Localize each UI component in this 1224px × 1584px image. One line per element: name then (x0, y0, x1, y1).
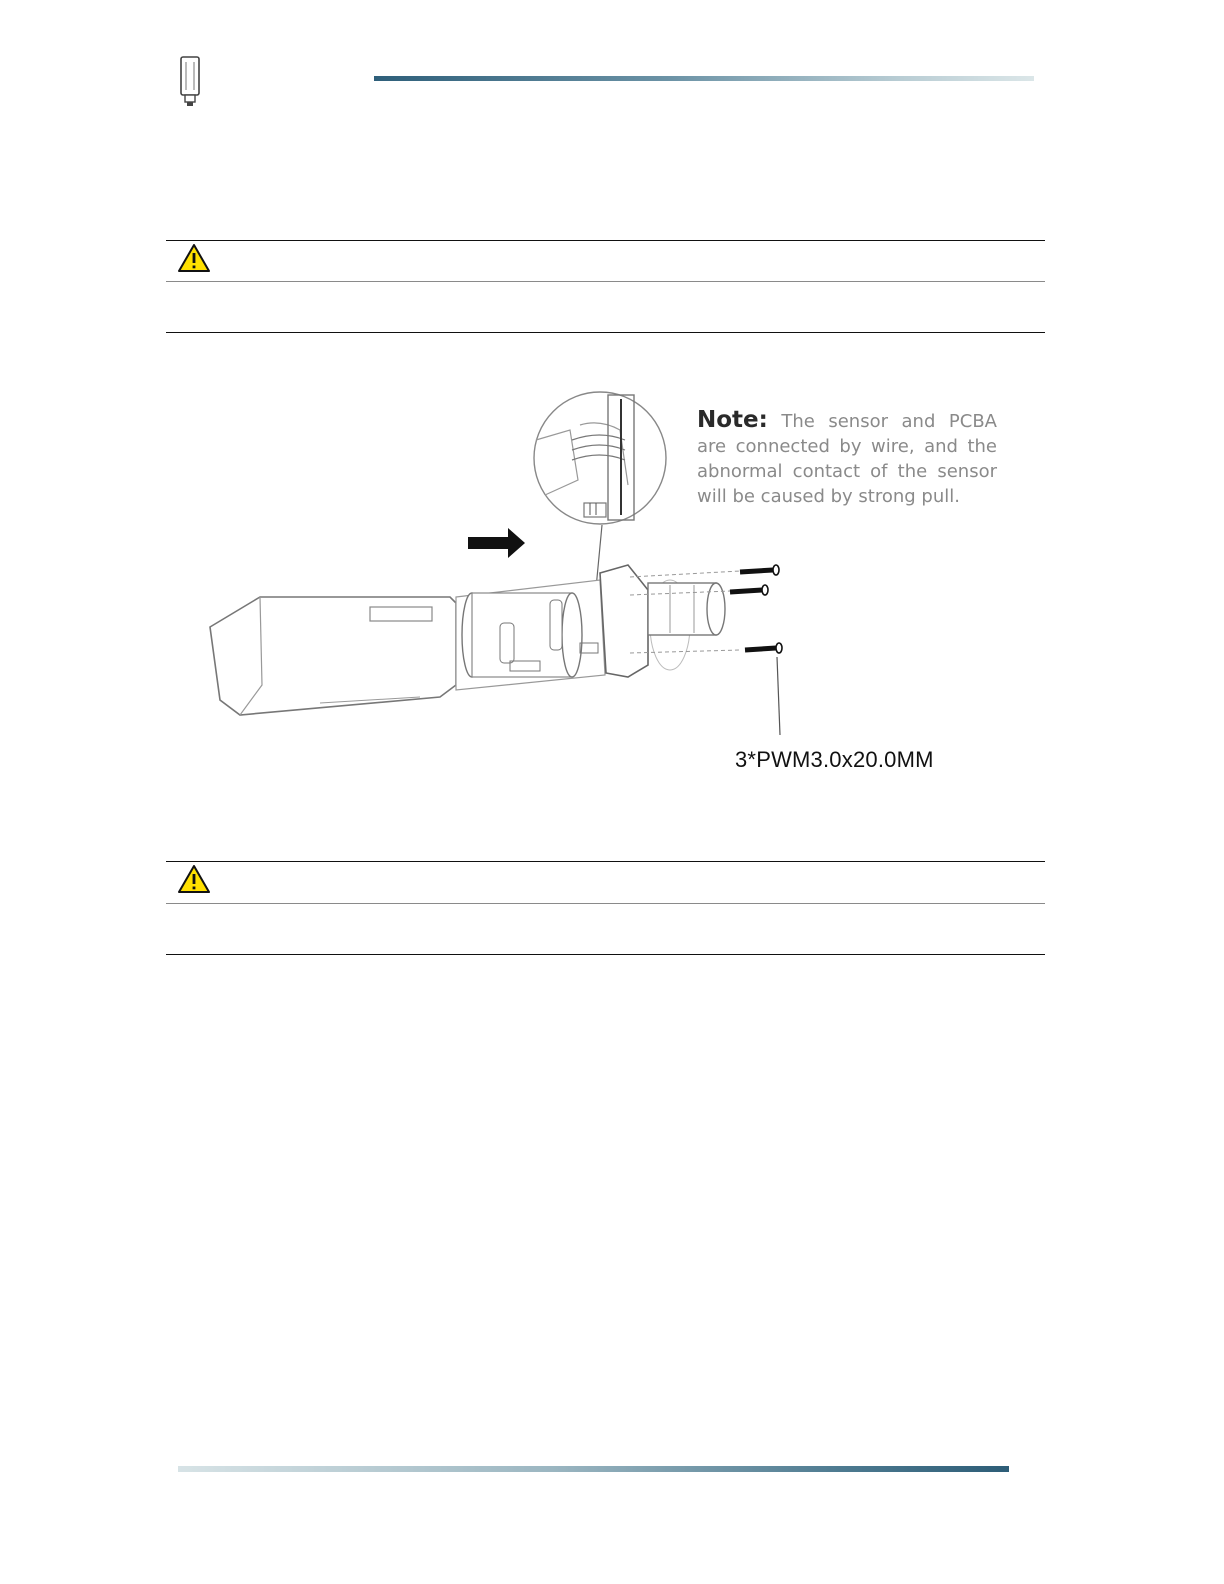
divider (166, 332, 1045, 333)
divider (166, 240, 1045, 241)
footer-gradient-bar (178, 1466, 1009, 1472)
divider (166, 903, 1045, 904)
warning-triangle-icon (177, 243, 211, 273)
warning-triangle-icon (177, 864, 211, 894)
screw-spec-label: 3*PWM3.0x20.0MM (735, 747, 934, 772)
divider (166, 861, 1045, 862)
note-heading: Note: (697, 407, 768, 433)
header-gradient-bar (374, 76, 1034, 81)
note-body: The sensor and PCBA are connected by wire, and the abnormal contact of the sensor will be caused by strong pull. (697, 411, 997, 507)
divider (166, 954, 1045, 955)
note-text (697, 408, 997, 509)
sensor-device-icon (172, 54, 208, 110)
divider (166, 281, 1045, 282)
